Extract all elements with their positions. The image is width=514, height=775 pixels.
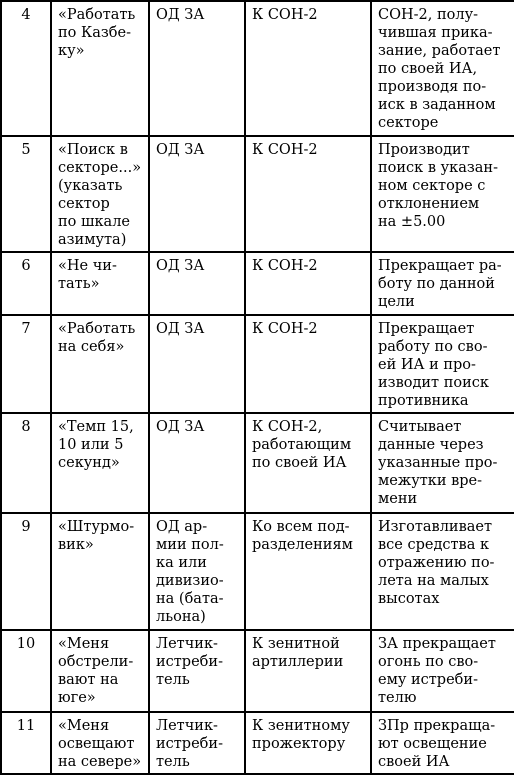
cell-text-line: обстрели- — [58, 654, 134, 670]
cell-text-line: освещают — [58, 736, 135, 752]
cell-text-line: на себя» — [58, 339, 125, 355]
cell-text-line: К СОН-2 — [252, 142, 318, 158]
recipient-cell — [245, 513, 371, 630]
cell-text-line: Изготавливает — [378, 519, 492, 535]
signal-cell — [51, 513, 149, 630]
cell-text-line: мени — [378, 491, 418, 507]
cell-text-line: ЗПр прекраща- — [378, 718, 496, 734]
cell-text-line: лета на малых — [378, 573, 489, 589]
cell-text-line: поиск в указан- — [378, 160, 498, 176]
cell-text-line: Считывает — [378, 419, 462, 435]
cell-text-line: по Казбе- — [58, 25, 131, 41]
cell-text-line: указанные про- — [378, 455, 498, 471]
action-cell — [371, 136, 514, 252]
recipient-cell — [245, 630, 371, 712]
cell-text-line: цели — [378, 294, 415, 310]
cell-text-line: тель — [156, 672, 190, 688]
cell-text-line: на (бата- — [156, 591, 224, 607]
row-number-cell: 5 — [1, 136, 51, 252]
action-cell — [371, 413, 514, 513]
row-number-cell: 10 — [1, 630, 51, 712]
signal-cell — [51, 712, 149, 774]
cell-text-line: ка или — [156, 555, 207, 571]
cell-text-line: ку» — [58, 43, 85, 59]
cell-text-line: производя по- — [378, 79, 487, 95]
cell-text-line: огонь по сво- — [378, 654, 479, 670]
cell-text-line: работающим — [252, 437, 352, 453]
cell-text-line: тать» — [58, 276, 100, 292]
cell-text-line: по своей ИА — [252, 455, 347, 471]
row-number-cell: 11 — [1, 712, 51, 774]
cell-text-line: «Поиск в — [58, 142, 128, 158]
table-row — [1, 712, 514, 774]
signal-cell — [51, 252, 149, 315]
cell-text-line: «Штурмо- — [58, 519, 135, 535]
row-number-cell: 6 — [1, 252, 51, 315]
cell-text-line: (указать — [58, 178, 123, 194]
cell-text-line: К зенитной — [252, 636, 340, 652]
cell-text-line: мии пол- — [156, 537, 224, 553]
cell-text-line: прожектору — [252, 736, 346, 752]
cell-text-line: истреби- — [156, 654, 223, 670]
cell-text-line: «Не чи- — [58, 258, 117, 274]
cell-text-line: К СОН-2, — [252, 419, 323, 435]
signal-cell — [51, 136, 149, 252]
cell-text-line: секунд» — [58, 455, 120, 471]
action-cell — [371, 1, 514, 136]
cell-text-line: ОД ЗА — [156, 142, 205, 158]
cell-text-line: ему истреби- — [378, 672, 478, 688]
cell-text-line: «Меня — [58, 718, 110, 734]
cell-text-line: вают на — [58, 672, 119, 688]
signals-table-body — [1, 1, 514, 774]
sender-cell — [149, 630, 245, 712]
cell-text-line: сектор — [58, 196, 110, 212]
recipient-cell — [245, 315, 371, 413]
sender-cell — [149, 513, 245, 630]
cell-text-line: СОН-2, полу- — [378, 7, 479, 23]
cell-text-line: отражению по- — [378, 555, 495, 571]
sender-cell — [149, 252, 245, 315]
cell-text-line: К зенитному — [252, 718, 350, 734]
cell-text-line: истреби- — [156, 736, 223, 752]
cell-text-line: отклонением — [378, 196, 480, 212]
row-number-cell: 9 — [1, 513, 51, 630]
cell-text-line: дивизио- — [156, 573, 224, 589]
cell-text-line: межутки вре- — [378, 473, 483, 489]
table-row — [1, 1, 514, 136]
table-row — [1, 513, 514, 630]
cell-text-line: Летчик- — [156, 718, 218, 734]
cell-text-line: секторе — [378, 115, 439, 131]
cell-text-line: ОД ЗА — [156, 321, 205, 337]
cell-text-line: К СОН-2 — [252, 321, 318, 337]
cell-text-line: ОД ЗА — [156, 419, 205, 435]
cell-text-line: все средства к — [378, 537, 490, 553]
cell-text-line: «Работать — [58, 321, 136, 337]
table-row — [1, 630, 514, 712]
cell-text-line: «Меня — [58, 636, 110, 652]
cell-text-line: льона) — [156, 609, 206, 625]
cell-text-line: изводит поиск — [378, 375, 489, 391]
sender-cell — [149, 1, 245, 136]
sender-cell — [149, 315, 245, 413]
cell-text-line: К СОН-2 — [252, 258, 318, 274]
cell-text-line: по шкале — [58, 214, 130, 230]
table-row — [1, 252, 514, 315]
cell-text-line: ОД ЗА — [156, 258, 205, 274]
action-cell — [371, 513, 514, 630]
table-row — [1, 136, 514, 252]
signal-cell — [51, 413, 149, 513]
cell-text-line: зание, работает — [378, 43, 501, 59]
cell-text-line: своей ИА — [378, 754, 450, 770]
signal-cell — [51, 630, 149, 712]
cell-text-line: Летчик- — [156, 636, 218, 652]
cell-text-line: по своей ИА, — [378, 61, 478, 77]
cell-text-line: на ±5.00 — [378, 214, 446, 230]
cell-text-line: артиллерии — [252, 654, 344, 670]
cell-text-line: работу по сво- — [378, 339, 488, 355]
cell-text-line: «Темп 15, — [58, 419, 134, 435]
cell-text-line: противника — [378, 393, 469, 409]
row-number-cell: 4 — [1, 1, 51, 136]
action-cell — [371, 630, 514, 712]
signal-cell — [51, 315, 149, 413]
row-number-cell: 8 — [1, 413, 51, 513]
cell-text-line: ЗА прекращает — [378, 636, 496, 652]
cell-text-line: ей ИА и про- — [378, 357, 476, 373]
cell-text-line: тель — [156, 754, 190, 770]
cell-text-line: иск в заданном — [378, 97, 496, 113]
recipient-cell — [245, 413, 371, 513]
cell-text-line: разделениям — [252, 537, 353, 553]
action-cell — [371, 712, 514, 774]
action-cell — [371, 252, 514, 315]
cell-text-line: ОД ЗА — [156, 7, 205, 23]
cell-text-line: 10 или 5 — [58, 437, 124, 453]
cell-text-line: «Работать — [58, 7, 136, 23]
cell-text-line: Производит — [378, 142, 470, 158]
cell-text-line: ОД ар- — [156, 519, 208, 535]
cell-text-line: юге» — [58, 690, 96, 706]
cell-text-line: чившая прика- — [378, 25, 493, 41]
action-cell — [371, 315, 514, 413]
recipient-cell — [245, 1, 371, 136]
sender-cell — [149, 413, 245, 513]
cell-text-line: К СОН-2 — [252, 7, 318, 23]
cell-text-line: телю — [378, 690, 417, 706]
cell-text-line: Прекращает ра- — [378, 258, 502, 274]
cell-text-line: данные через — [378, 437, 484, 453]
cell-text-line: высотах — [378, 591, 440, 607]
cell-text-line: ном секторе с — [378, 178, 486, 194]
cell-text-line: вик» — [58, 537, 94, 553]
cell-text-line: Прекращает — [378, 321, 475, 337]
table-row — [1, 315, 514, 413]
signal-cell — [51, 1, 149, 136]
row-number-cell: 7 — [1, 315, 51, 413]
sender-cell — [149, 136, 245, 252]
recipient-cell — [245, 712, 371, 774]
cell-text-line: на севере» — [58, 754, 142, 770]
cell-text-line: Ко всем под- — [252, 519, 350, 535]
recipient-cell — [245, 136, 371, 252]
cell-text-line: азимута) — [58, 232, 127, 248]
cell-text-line: ют освещение — [378, 736, 487, 752]
sender-cell — [149, 712, 245, 774]
recipient-cell — [245, 252, 371, 315]
table-row — [1, 413, 514, 513]
cell-text-line: секторе...» — [58, 160, 142, 176]
cell-text-line: боту по данной — [378, 276, 495, 292]
